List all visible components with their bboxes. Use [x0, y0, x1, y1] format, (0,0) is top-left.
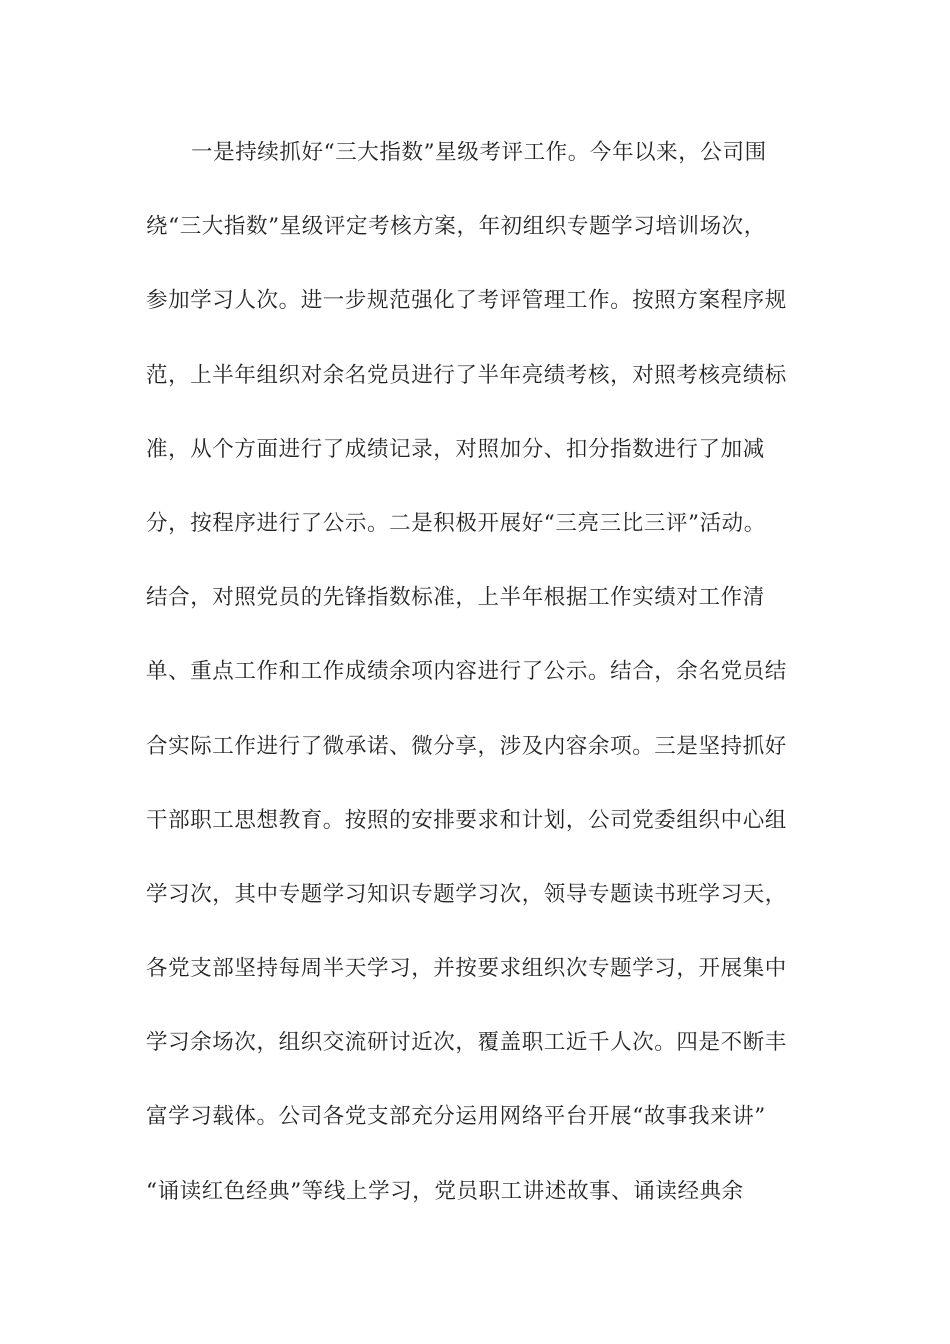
text-line: “诵读红色经典”等线上学习，党员职工讲述故事、诵读经典余 [146, 1178, 744, 1204]
text-line: 学习余场次，组织交流研讨近次，覆盖职工近千人次。四是不断丰 [146, 1030, 787, 1056]
text-line: 结合，对照党员的先锋指数标准，上半年根据工作实绩对工作清 [146, 585, 765, 611]
text-line: 富学习载体。公司各党支部充分运用网络平台开展“故事我来讲” [146, 1104, 766, 1130]
text-line: 范，上半年组织对余名党员进行了半年亮绩考核，对照考核亮绩标 [146, 362, 787, 388]
text-line: 绕“三大指数”星级评定考核方案，年初组织专题学习培训场次， [146, 214, 766, 240]
text-line: 干部职工思想教育。按照的安排要求和计划，公司党委组织中心组 [146, 807, 787, 833]
text-line: 分，按程序进行了公示。二是积极开展好“三亮三比三评”活动。 [146, 510, 766, 536]
text-line: 参加学习人次。进一步规范强化了考评管理工作。按照方案程序规 [146, 288, 787, 314]
text-line: 准，从个方面进行了成绩记录，对照加分、扣分指数进行了加减 [146, 436, 765, 462]
text-line: 一是持续抓好“三大指数”星级考评工作。今年以来，公司围 [191, 140, 767, 165]
text-line: 单、重点工作和工作成绩余项内容进行了公示。结合，余名党员结 [146, 659, 787, 685]
body-text [146, 116, 806, 1229]
text-line: 各党支部坚持每周半天学习，并按要求组织次专题学习，开展集中 [146, 956, 787, 982]
text-line: 学习次，其中专题学习知识专题学习次，领导专题读书班学习天， [146, 881, 787, 907]
text-line: 合实际工作进行了微承诺、微分享，涉及内容余项。三是坚持抓好 [146, 733, 787, 759]
